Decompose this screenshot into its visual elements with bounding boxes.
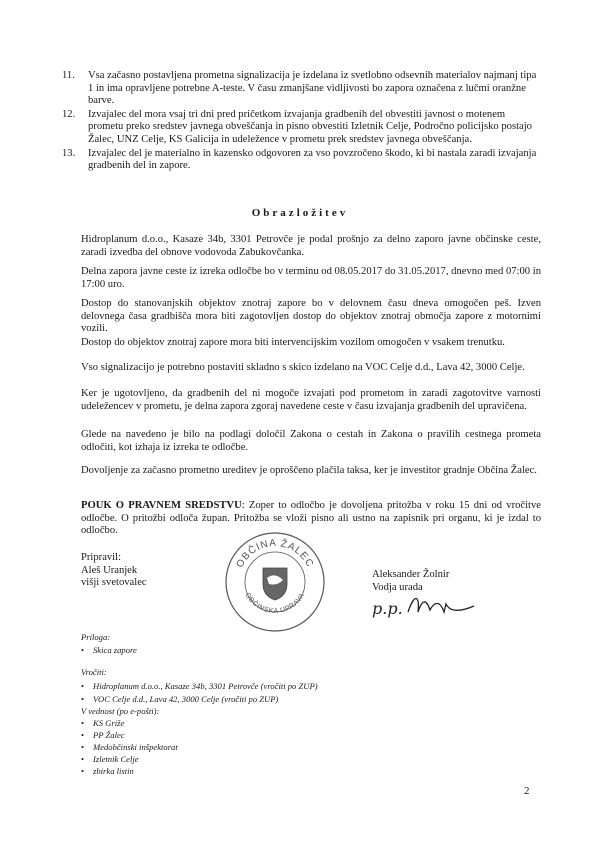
signature-prefix: p.p. bbox=[372, 599, 403, 618]
list-item: 13. Izvajalec del je materialno in kazensko odgovoren za vso povzročeno škodo, ki bi nastala zaradi izvajanja gradbenih del in zapore. bbox=[62, 147, 537, 172]
section-heading: Obrazložitev bbox=[251, 207, 349, 219]
legal-remedy-text: : Zoper to odločbo je dovoljena pritožba v roku 15 dni od vročitve odločbe. O pritožbi odloča župan. Pritožba se vloži pisno ali ustno na zapisnik pri organu, ki je izdal to odločbo. bbox=[81, 500, 542, 537]
list-item: • PP Žalec bbox=[81, 730, 125, 740]
paragraph-access: Dostop do stanovanjskih objektov znotraj zapore bo v delovnem času dneva omogočen peš. Izven delovnega časa gradbišča mora biti zagotovljen dostop do objektov znotraj območja zapore z motornimi vozili. bbox=[81, 298, 541, 335]
coat-of-arms-icon bbox=[263, 568, 287, 600]
prepared-by: Pripravil: Aleš Uranjek višji svetovalec bbox=[81, 552, 147, 589]
list-item: • Hidroplanum d.o.o., Kasaze 34b, 3301 Petrovče (vročiti po ZUP) bbox=[81, 681, 318, 691]
paragraph-term: Delna zapora javne ceste iz izreka odločbe bo v terminu od 08.05.2017 do 31.05.2017, dnevno med 07:00 in 17:00 uro. bbox=[81, 266, 541, 290]
head-of-office: Aleksander Žolnir Vodja urada bbox=[372, 569, 450, 593]
paragraph-fee: Dovoljenje za začasno prometno ureditev je oproščeno plačila taksa, ker je investitor gradnje Občina Žalec. bbox=[81, 465, 537, 476]
paragraph-legal-basis: Glede na navedeno je bilo na podlagi določil Zakona o cestah in Zakona o pravilih cestnega prometa odločiti, kot izhaja iz izreka te odločbe. bbox=[81, 429, 541, 453]
list-item: • zbirka listin bbox=[81, 766, 134, 776]
list-item: 12. Izvajalec del mora vsaj tri dni pred pričetkom izvajanja gradbenih del obvestiti javnost o motenem prometu preko sredstev javnega obveščanja in pisno obvestiti Izletnik Celje, Področno policijsko postajo Žalec, UNZ Celje, KS Galicija in udeležence v prometu prek sredstev javnega obveščanja. bbox=[62, 108, 532, 145]
conditions-list bbox=[62, 70, 540, 174]
handwritten-signature bbox=[370, 590, 480, 622]
paragraph-justification: Ker je ugotovljeno, da gradbenih del ni mogoče izvajati pod prometom in zaradi zagotovitve varnosti udeležencev v prometu, je delna zapora zgoraj navedene ceste v času izvajanja gradbenih del upravičena. bbox=[81, 388, 541, 412]
attachment-label: Priloga: bbox=[81, 632, 111, 642]
cc-label: V vednost (po e-pošti): bbox=[81, 706, 160, 716]
list-item: • Skica zapore bbox=[81, 645, 137, 655]
list-item: • Izletnik Celje bbox=[81, 754, 139, 764]
paragraph-request: Hidroplanum d.o.o., Kasaze 34b, 3301 Petrovče je podal prošnjo za delno zaporo javne občinske ceste, zaradi izvedba del obnove vodovoda Zabukovčanka. bbox=[81, 234, 541, 258]
paragraph-signalization: Vso signalizacijo je potrebno postaviti skladno s skico izdelano na VOC Celje d.d., Lava 42, 3000 Celje. bbox=[81, 362, 525, 373]
legal-remedy-label: POUK O PRAVNEM SREDSTVU bbox=[81, 500, 242, 511]
list-item: • Medobčinski inšpektorat bbox=[81, 742, 178, 752]
list-item: • VOC Celje d.d., Lava 42, 3000 Celje (vročiti po ZUP) bbox=[81, 694, 279, 704]
delivery-label: Vročiti: bbox=[81, 667, 107, 677]
stamp-bottom-text: OBČINSKA UPRAVA bbox=[243, 591, 307, 615]
stamp-top-text: OBČINA ŽALEC bbox=[234, 537, 316, 570]
list-item: • KS Griže bbox=[81, 718, 125, 728]
list-item: 11. Vsa začasno postavljena prometna signalizacija je izdelana iz svetlobno odsevnih materialov najmanj tipa 1 in ima opravljene potrebne A-teste. V času zmanjšane vidljivosti bo zapora označena z lučmi oranžne barve. bbox=[62, 70, 537, 107]
page-number: 2 bbox=[524, 785, 530, 797]
paragraph-intervention: Dostop do objektov znotraj zapore mora biti intervencijskim vozilom omogočen v vsakem trenutku. bbox=[81, 337, 505, 348]
official-stamp bbox=[223, 530, 327, 634]
